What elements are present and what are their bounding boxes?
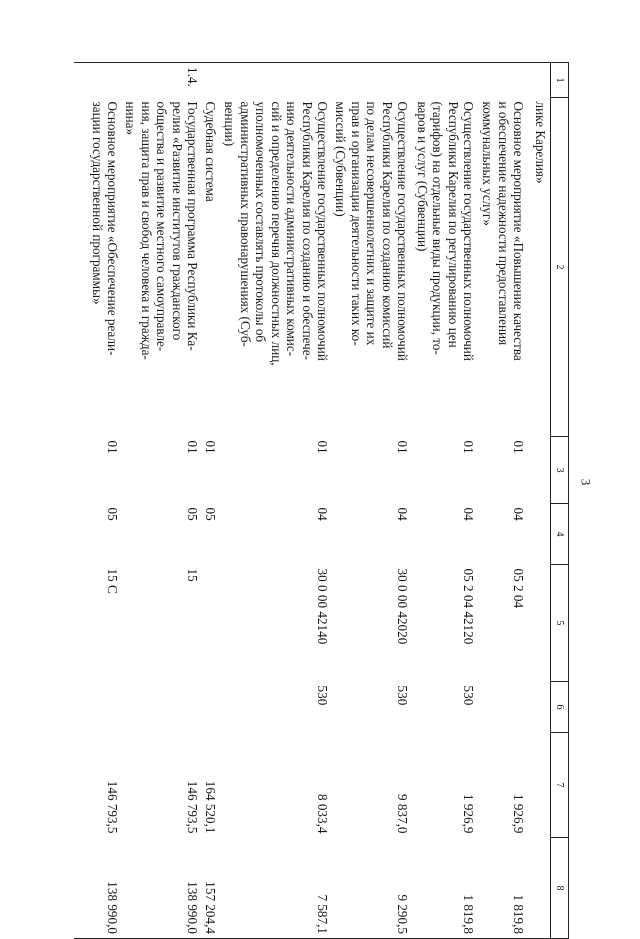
row-number-cell: [413, 63, 479, 98]
amount-executed-cell: 1 819,8: [413, 838, 479, 939]
expense-type-cell: [529, 682, 551, 733]
section-code-cell: 01: [511, 440, 527, 454]
section-code-cell: [529, 437, 551, 504]
row-name-line: коммунальных услуг»: [480, 101, 496, 226]
row-name-line: венции): [221, 101, 237, 147]
target-article-cell: [203, 565, 221, 682]
table-row: [479, 63, 529, 939]
section-code-cell: 01: [315, 440, 331, 454]
target-article-cell: 30 0 00 42140: [315, 568, 331, 645]
row-name-line: сий и определению перечня должностных лиц,: [268, 101, 284, 366]
row-name-line: Судебная система: [203, 101, 219, 202]
amount-planned-cell: 1 926,9: [461, 793, 477, 834]
section-code-cell: 01: [395, 440, 411, 454]
subsection-code-cell: 05: [203, 507, 219, 521]
row-number-cell: [333, 63, 413, 98]
amount-executed-cell: 9 290,5: [333, 838, 413, 939]
row-name-line: лике Карелия»: [533, 101, 548, 184]
amount-planned-cell: 146 793,5: [185, 780, 201, 834]
amount-executed-cell: 138 990,0: [75, 838, 123, 939]
row-number-cell: 1.4.: [123, 63, 203, 98]
row-name-line: и обеспечение надежности предоставления: [495, 101, 511, 346]
header-col-8: 8: [551, 838, 569, 939]
amount-planned-cell: [529, 733, 551, 838]
table-row: [333, 63, 413, 939]
row-name-cell: [75, 98, 123, 437]
row-name-line: Основное мероприятие «Повышение качества: [511, 101, 527, 361]
amount-planned-cell: 146 793,5: [105, 780, 121, 834]
budget-table: [75, 62, 570, 939]
header-col-3: 3: [551, 437, 569, 504]
row-name-line: по делам несовершеннолетних и защите их: [364, 101, 380, 346]
row-name-line: Осуществление государственных полномочий: [315, 101, 331, 361]
row-name-cell: [479, 98, 529, 437]
target-article-cell: 05 2 04: [511, 568, 527, 609]
amount-executed-cell: 7 587,1: [221, 838, 333, 939]
row-name-line: нина»: [123, 101, 139, 136]
target-article-cell: [529, 565, 551, 682]
row-name-line: Основное мероприятие «Обеспечение реали-: [105, 101, 121, 356]
row-name-line: Республики Карелия по регулированию цен: [445, 101, 461, 348]
subsection-code-cell: 04: [511, 507, 527, 521]
row-name-line: нию деятельности административных комис-: [284, 101, 300, 357]
row-name-cell: [413, 98, 479, 437]
rotated-document-sheet: [29, 62, 569, 934]
expense-type-cell: 530: [395, 685, 411, 706]
section-code-cell: 01: [203, 440, 219, 454]
subsection-code-cell: 04: [461, 507, 477, 521]
subsection-code-cell: 05: [105, 507, 121, 521]
row-name-line: Республики Карелия по созданию и обеспече-: [299, 101, 315, 361]
row-number-cell: [221, 63, 333, 98]
row-number-cell: [75, 63, 123, 98]
expense-type-cell: [203, 682, 221, 733]
row-name-line: Республики Карелия по созданию комиссий: [379, 101, 395, 349]
header-col-6: 6: [551, 682, 569, 733]
header-col-4: 4: [551, 504, 569, 565]
row-name-line: Осуществление государственных полномочий: [395, 101, 411, 361]
row-name-line: варов и услуг (Субвенции): [414, 101, 430, 252]
row-number-cell: [529, 63, 551, 98]
amount-planned-cell: 164 520,1: [203, 780, 219, 834]
table-row: [221, 63, 333, 939]
header-col-7: 7: [551, 733, 569, 838]
amount-executed-cell: 157 204,4: [203, 838, 221, 939]
row-number-cell: [479, 63, 529, 98]
header-col-1: 1: [551, 63, 569, 98]
row-name-line: административных правонарушениях (Суб-: [237, 101, 253, 347]
row-name-line: миссий (Субвенции): [333, 101, 349, 217]
row-name-cell: [221, 98, 333, 437]
header-row: [551, 63, 569, 939]
section-code-cell: 01: [185, 440, 201, 454]
row-name-line: прав и организации деятельности таких ко-: [348, 101, 364, 346]
amount-planned-cell: 8 033,4: [315, 793, 331, 834]
header-col-5: 5: [551, 565, 569, 682]
row-name-cell: [203, 98, 221, 437]
row-name-line: ния, защита прав и свобод человека и гражда-: [138, 101, 154, 360]
expense-type-cell: 530: [315, 685, 331, 706]
expense-type-cell: [75, 682, 123, 733]
subsection-code-cell: [529, 504, 551, 565]
header-col-2: 2: [551, 98, 569, 437]
subsection-code-cell: 04: [315, 507, 331, 521]
target-article-cell: 05 2 04 42120: [461, 568, 477, 645]
amount-planned-cell: 1 926,9: [511, 793, 527, 834]
table-row: [203, 63, 221, 939]
row-name-cell: [529, 98, 551, 437]
target-article-cell: 30 0 00 42020: [395, 568, 411, 645]
subsection-code-cell: 05: [185, 507, 201, 521]
table-row: [123, 63, 203, 939]
row-name-line: зации государственной программы»: [89, 101, 105, 305]
table-row: [413, 63, 479, 939]
expense-type-cell: 530: [461, 685, 477, 706]
row-name-line: общества и развитие местного самоуправле-: [154, 101, 170, 352]
expense-type-cell: [123, 682, 203, 733]
row-name-cell: [123, 98, 203, 437]
amount-planned-cell: 9 837,0: [395, 793, 411, 834]
amount-executed-cell: 138 990,0: [123, 838, 203, 939]
amount-executed-cell: [529, 838, 551, 939]
table-row: [75, 63, 123, 939]
row-name-line: (тарифов) на отдельные виды продукции, то-: [430, 101, 446, 355]
row-name-line: Осуществление государственных полномочий: [461, 101, 477, 361]
section-code-cell: 01: [105, 440, 121, 454]
row-name-line: Государственная программа Республики Ка-: [185, 101, 201, 351]
amount-executed-cell: 1 819,8: [479, 838, 529, 939]
row-name-line: уполномоченных составлять протоколы об: [253, 101, 269, 343]
row-name-line: релия «Развитие институтов гражданского: [169, 101, 185, 341]
expense-type-cell: [479, 682, 529, 733]
table-row: [529, 63, 551, 939]
subsection-code-cell: 04: [395, 507, 411, 521]
row-name-cell: [333, 98, 413, 437]
page-number: 3: [578, 478, 594, 486]
target-article-cell: 15 С: [105, 568, 121, 594]
section-code-cell: 01: [461, 440, 477, 454]
target-article-cell: 15: [185, 568, 201, 582]
row-number-cell: [203, 63, 221, 98]
